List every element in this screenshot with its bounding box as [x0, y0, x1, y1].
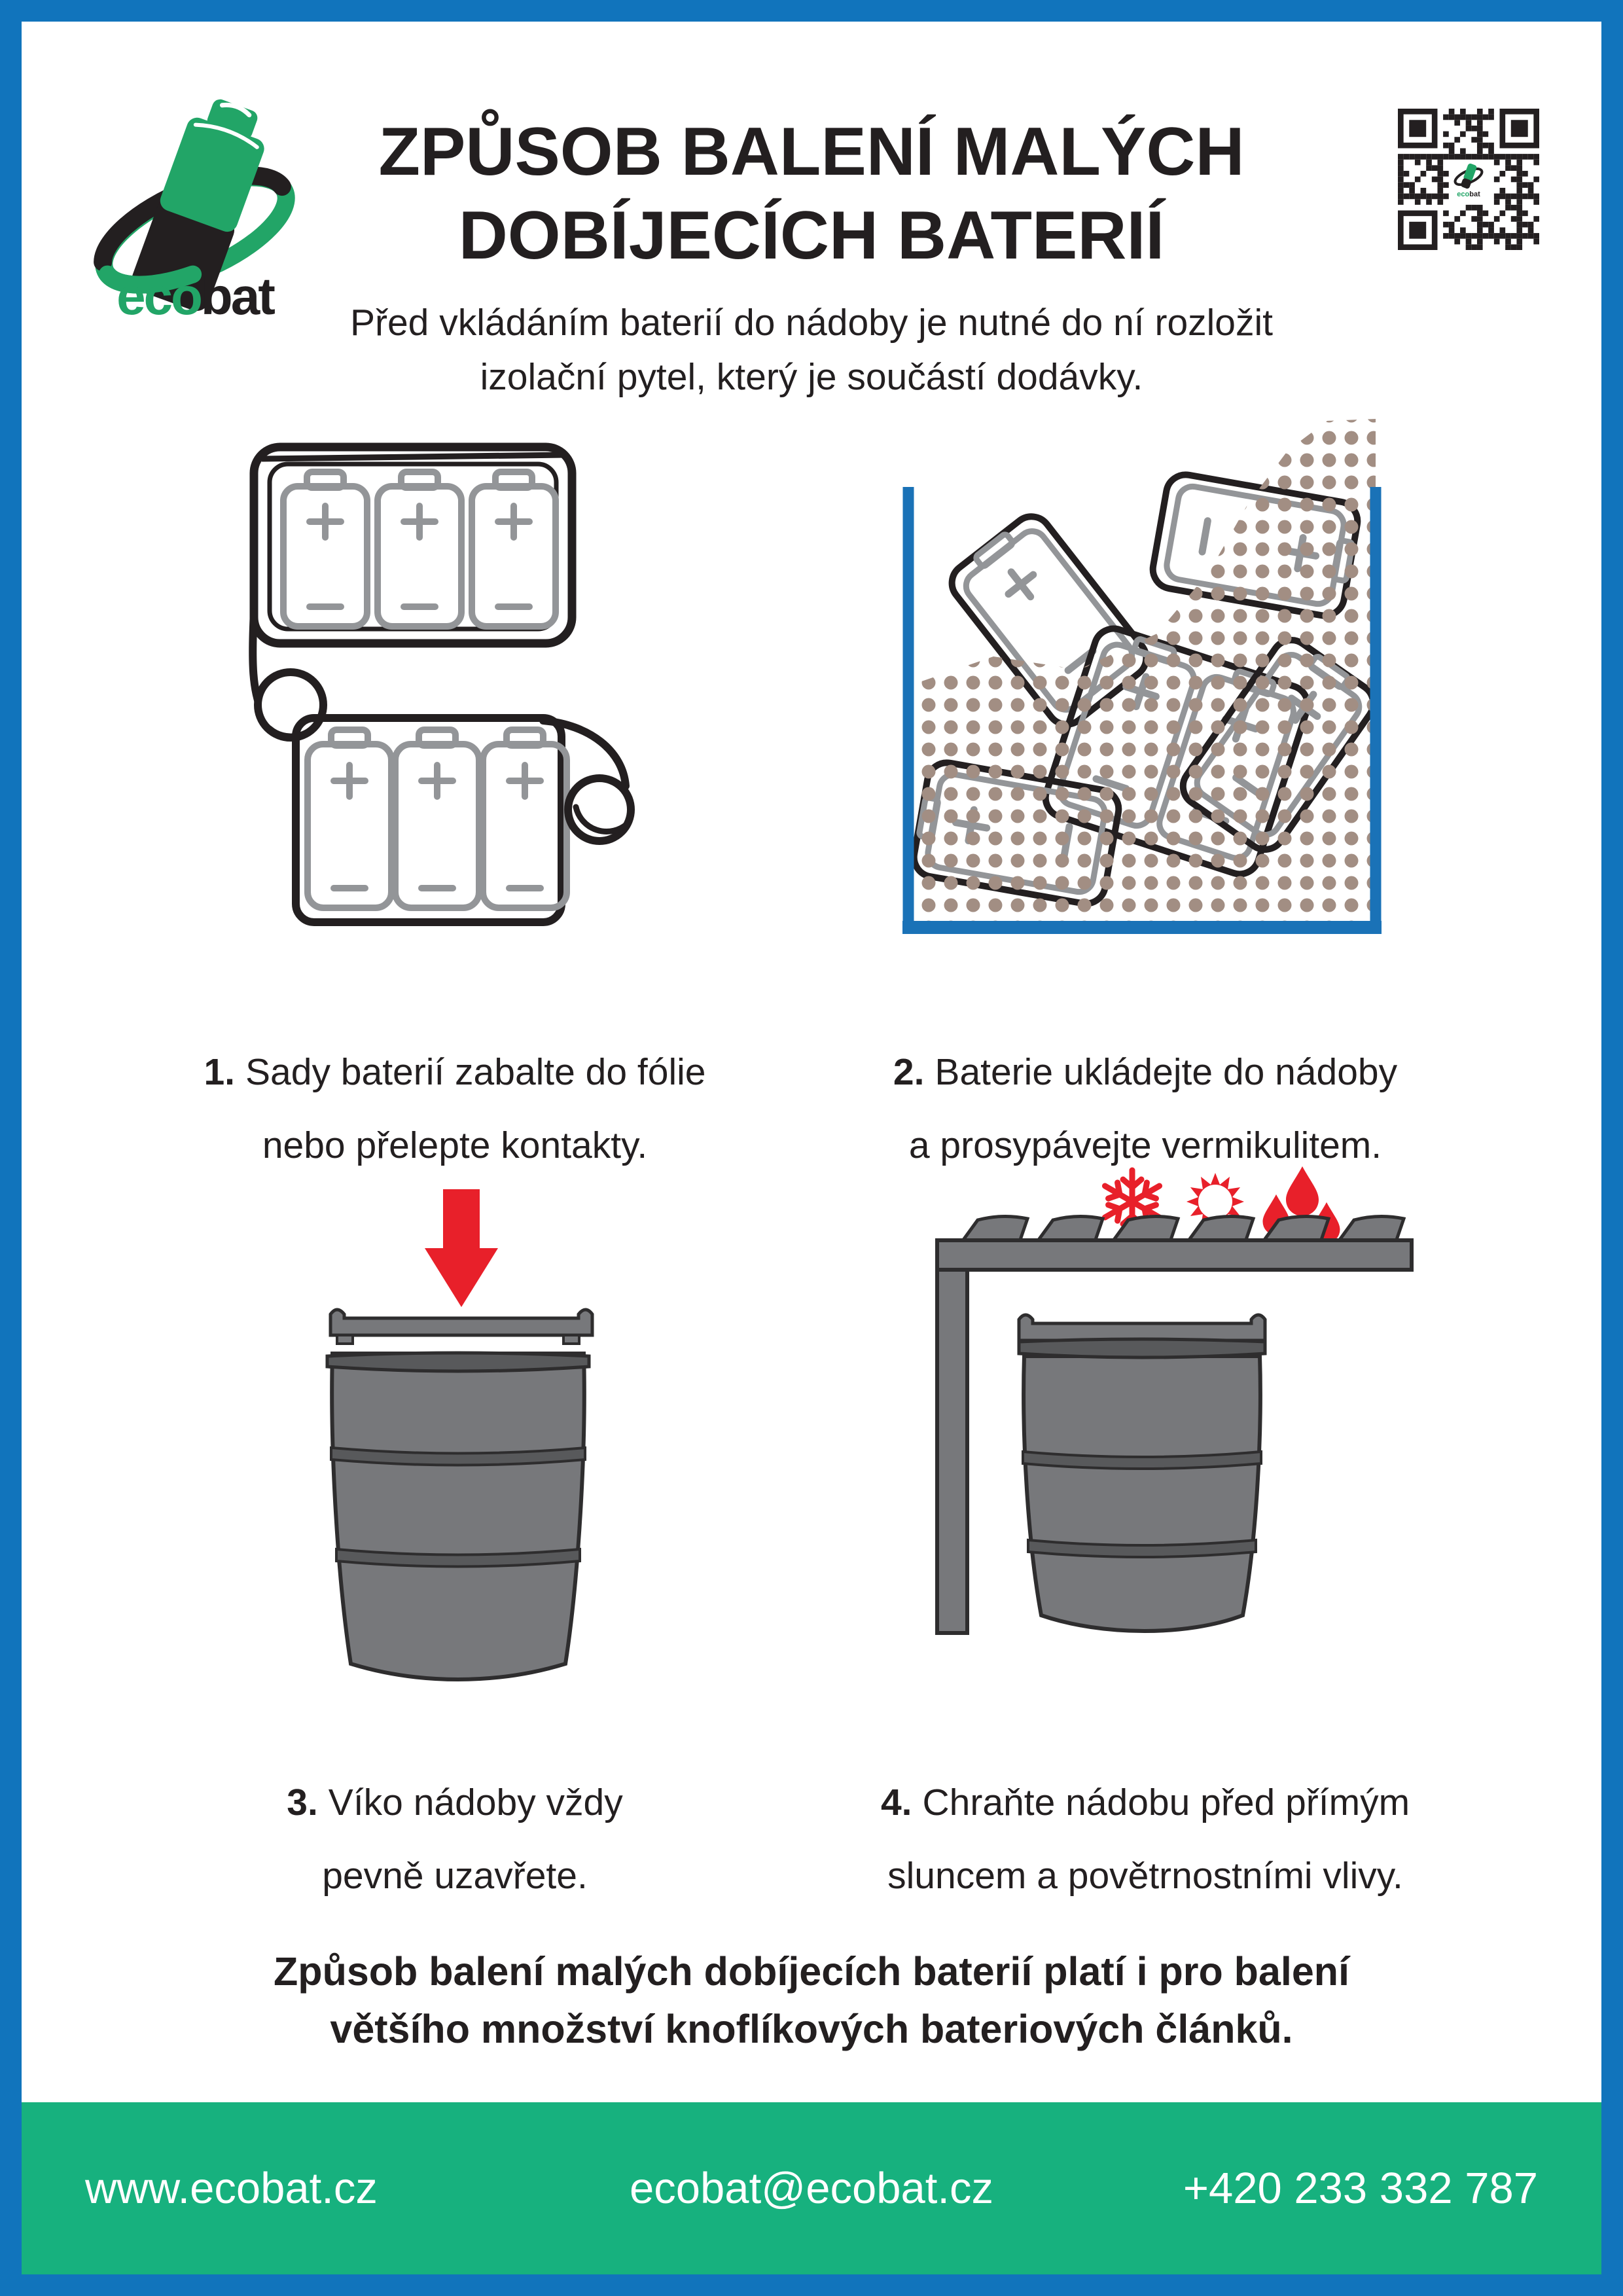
step-3-caption: 3. Víko nádoby vždy pevně uzavřete. — [287, 1782, 623, 1897]
footer-email: ecobat@ecobat.cz — [630, 2164, 993, 2213]
step-4-illustration — [913, 1164, 1423, 1727]
sheltered-barrel — [1019, 1315, 1265, 1631]
subtitle: Před vkládáním baterií do nádoby je nutné do ní rozložit izolační pytel, který je součástí dodávky. — [349, 302, 1274, 398]
barrel — [327, 1353, 589, 1679]
vermiculite-fill — [908, 419, 1376, 927]
step-1-illustration — [236, 422, 641, 933]
step-2-caption: 2. Baterie ukládejte do nádoby a prosypávejte vermikulitem. — [893, 1051, 1398, 1166]
step-3-illustration — [275, 1173, 641, 1696]
ecobat-wordmark: ecobat — [116, 267, 274, 323]
page-title: ZPŮSOB BALENÍ MALÝCH DOBÍJECÍCH BATERIÍ — [378, 114, 1245, 274]
bottom-note: Způsob balení malých dobíjecích baterií platí i pro balení většího množství knoflíkových bateriových článků. — [274, 1949, 1349, 2051]
step-2-illustration — [895, 404, 1395, 954]
step-4-caption: 4. Chraňte nádobu před přímým sluncem a povětrnostními vlivy. — [880, 1782, 1410, 1897]
barrel-lid — [330, 1310, 592, 1344]
foil-tail-b — [543, 721, 626, 786]
step-1-caption: 1. Sady baterií zabalte do fólie nebo přelepte kontakty. — [204, 1051, 706, 1166]
footer-band — [22, 2102, 1601, 2274]
down-arrow-icon — [425, 1189, 498, 1307]
svg-text:ecobat: ecobat — [1457, 190, 1480, 198]
footer-website: www.ecobat.cz — [85, 2164, 378, 2213]
qr-code — [1398, 109, 1539, 250]
footer-phone: +420 233 332 787 — [1183, 2164, 1538, 2213]
ecobat-logo — [85, 97, 301, 323]
battery-set-b — [308, 730, 567, 908]
